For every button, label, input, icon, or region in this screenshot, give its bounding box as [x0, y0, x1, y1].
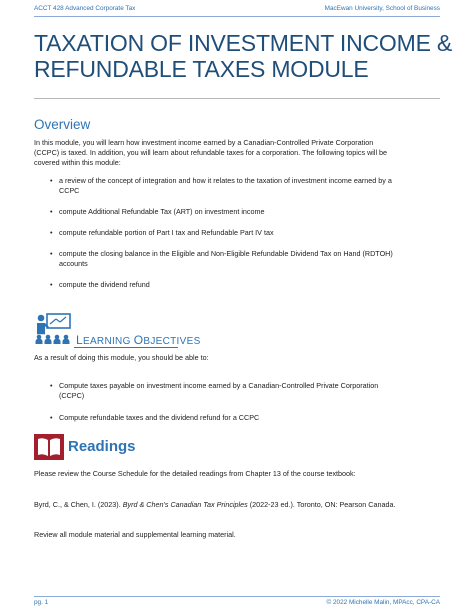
list-item-line-1: Compute refundable taxes and the dividend refund for a CCPC	[59, 413, 260, 422]
list-item-line-1: compute the dividend refund	[59, 280, 150, 289]
header-course: ACCT 428 Advanced Corporate Tax	[34, 5, 136, 12]
page-footer	[34, 599, 440, 608]
bullet-marker: •	[50, 207, 53, 216]
title-line-2: REFUNDABLE TAXES MODULE	[34, 56, 369, 82]
list-item-line-1: Compute taxes payable on investment income earned by a Canadian-Controlled Private Corporation	[59, 381, 379, 390]
readings-heading: Readings	[68, 438, 136, 455]
footer-divider	[34, 596, 440, 597]
readings-closing: Review all module material and supplemental learning material.	[34, 530, 236, 539]
title-line-1: TAXATION OF INVESTMENT INCOME &	[34, 30, 453, 56]
open-book-icon	[34, 434, 64, 460]
bullet-marker: •	[50, 249, 53, 258]
page-title	[34, 30, 454, 82]
readings-citation: Byrd, C., & Chen, I. (2023). Byrd & Chen’s Canadian Tax Principles (2022-23 ed.). Toronto, ON: Pearson Canada.	[34, 500, 396, 509]
bullet-marker: •	[50, 228, 53, 237]
list-item-line-2: accounts	[59, 259, 88, 269]
list-item-line-1: compute the closing balance in the Eligible and Non-Eligible Refundable Dividend Tax on Hand (RDTOH)	[59, 249, 393, 258]
header-institution: MacEwan University, School of Business	[324, 5, 440, 12]
page-header	[34, 5, 440, 14]
page-number: pg. 1	[34, 599, 49, 606]
list-item-line-1: a review of the concept of integration and how it relates to the taxation of investment income earned by a	[59, 176, 392, 185]
list-item-line-1: compute refundable portion of Part I tax and Refundable Part IV tax	[59, 228, 274, 237]
bullet-marker: •	[50, 280, 53, 289]
list-item-line-2: CCPC	[59, 186, 80, 196]
overview-intro-line-1: In this module, you will learn how investment income earned by a Canadian-Controlled Private Corporation	[34, 138, 374, 147]
copyright-notice: © 2022 Michelle Malin, MPAcc, CPA-CA	[326, 599, 440, 606]
bullet-marker: •	[50, 413, 53, 422]
learning-objectives-underline	[74, 347, 178, 348]
readings-intro: Please review the Course Schedule for the detailed readings from Chapter 13 of the course textbook:	[34, 469, 356, 478]
list-item-line-2: (CCPC)	[59, 391, 85, 401]
overview-intro-line-2: (CCPC) is taxed. In addition, you will learn about refundable taxes for a corporation. The following topics will be	[34, 148, 388, 157]
bullet-marker: •	[50, 381, 53, 390]
learning-objectives-intro: As a result of doing this module, you should be able to:	[34, 353, 209, 362]
header-divider	[34, 16, 440, 17]
title-divider	[34, 98, 440, 99]
learning-objectives-heading: LEARNING OBJECTIVES	[76, 333, 201, 347]
textbook-title: Byrd & Chen’s Canadian Tax Principles	[122, 500, 248, 509]
list-item-line-1: compute Additional Refundable Tax (ART) on investment income	[59, 207, 265, 216]
overview-heading: Overview	[34, 117, 91, 132]
bullet-marker: •	[50, 176, 53, 185]
classroom-presenter-icon	[34, 313, 72, 345]
overview-intro-line-3: covered within this module:	[34, 158, 121, 167]
